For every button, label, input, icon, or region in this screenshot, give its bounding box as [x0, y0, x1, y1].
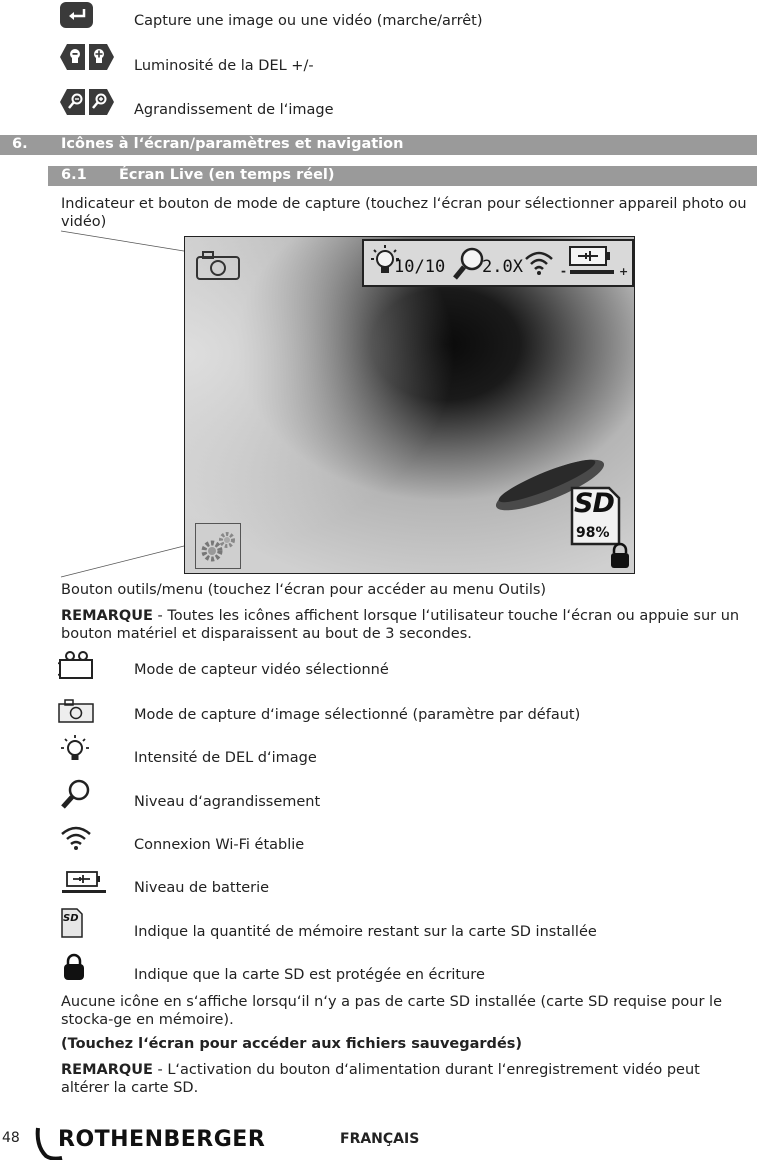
led-level-readout: 10/10 [394, 257, 446, 277]
legend-label-photo: Mode de capture d‘image sélectionné (paramètre par défaut) [134, 707, 581, 723]
sd-label: SD [574, 488, 614, 519]
sd-percent: 98% [576, 525, 610, 541]
battery-plus: + [619, 265, 629, 278]
touch-files-text: (Touchez l‘écran pour accéder aux fichiers sauvegardés) [61, 1036, 523, 1052]
battery-icon [58, 870, 110, 896]
note-2 [61, 1061, 751, 1097]
tools-text: Bouton outils/menu (touchez l‘écran pour accéder au menu Outils) [61, 582, 547, 598]
footer-language: FRANÇAIS [340, 1131, 420, 1147]
magnifier-icon [60, 778, 92, 810]
legend-label-battery: Niveau de batterie [134, 880, 270, 896]
lock-icon [609, 542, 631, 570]
battery-icon [564, 245, 620, 279]
control-label-zoom: Agrandissement de l‘image [134, 102, 334, 118]
svg-text:SD: SD [63, 913, 79, 924]
led-bulb-icon [60, 734, 90, 764]
legend-label-lock: Indique que la carte SD est protégée en écriture [134, 967, 485, 983]
wifi-icon [60, 824, 92, 852]
camera-icon [195, 249, 241, 281]
photo-camera-icon [58, 699, 94, 723]
legend-label-video: Mode de capteur vidéo sélectionné [134, 662, 389, 678]
brand-logo: ROTHENBERGER [58, 1127, 266, 1152]
note-1-text: - Toutes les icônes affichent lorsque l‘utilisateur touche l‘écran ou appuie sur un bouton matériel et disparaissent au bout de 3 secondes. [61, 608, 740, 642]
legend-label-led: Intensité de DEL d‘image [134, 750, 317, 766]
gears-icon [196, 524, 240, 568]
legend-label-wifi: Connexion Wi-Fi établie [134, 837, 305, 853]
section-title: Icônes à l‘écran/paramètres et navigation [61, 136, 404, 152]
battery-minus: - [561, 264, 566, 278]
note-2-text: - L‘activation du bouton d‘alimentation durant l‘enregistrement vidéo peut altérer la carte SD. [61, 1062, 700, 1096]
capture-indicator-text: Indicateur et bouton de mode de capture (touchez l‘écran pour sélectionner appareil photo ou vidéo) [61, 196, 747, 230]
legend-label-zoom: Niveau d‘agrandissement [134, 794, 321, 810]
note-1 [61, 607, 751, 643]
sd-card-icon [60, 907, 84, 939]
note-1-label: REMARQUE [61, 608, 153, 624]
control-label-led: Luminosité de la DEL +/- [134, 58, 314, 74]
subsection-title: Écran Live (en temps réel) [119, 167, 335, 183]
subsection-number: 6.1 [61, 167, 87, 183]
live-screen[interactable] [184, 236, 635, 574]
no-sd-text: Aucune icône en s‘affiche lorsqu‘il n‘y a pas de carte SD installée (carte SD requise pour le stocka-ge en mémoire). [61, 994, 723, 1028]
tools-menu-button[interactable] [195, 523, 241, 569]
status-bar [362, 239, 634, 287]
video-camera-icon [58, 650, 94, 680]
sd-card-indicator [569, 485, 621, 547]
legend-label-sd: Indique la quantité de mémoire restant sur la carte SD installée [134, 924, 597, 940]
wifi-icon [524, 249, 554, 277]
note-2-label: REMARQUE [61, 1062, 153, 1078]
capture-mode-button[interactable] [195, 249, 241, 281]
lock-icon [62, 953, 86, 981]
control-label-capture: Capture une image ou une vidéo (marche/arrêt) [134, 13, 483, 29]
magnifier-icon [452, 245, 486, 281]
zoom-level-readout: 2.0X [482, 257, 523, 277]
section-number: 6. [12, 136, 28, 152]
page-number: 48 [2, 1130, 20, 1146]
